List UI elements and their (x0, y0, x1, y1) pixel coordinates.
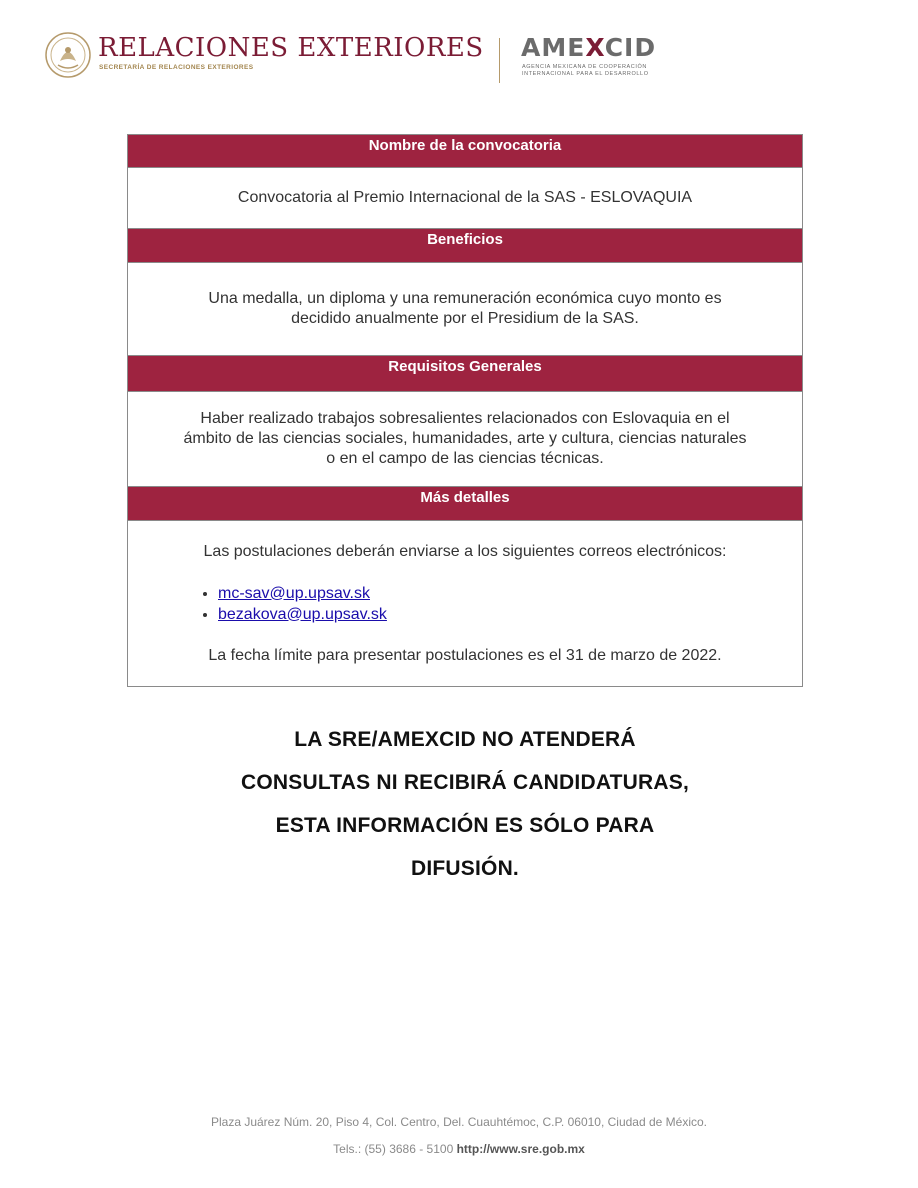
section-body (128, 521, 803, 687)
notice-line4: DIFUSIÓN. (411, 857, 519, 880)
table-row (128, 135, 803, 168)
sre-title: RELACIONES EXTERIORES (98, 33, 484, 63)
table-row (128, 392, 803, 487)
email-list (128, 583, 802, 625)
section-body (128, 168, 803, 229)
section-heading (128, 229, 803, 263)
header-divider (499, 38, 500, 83)
email-link-1[interactable]: mc-sav@up.upsav.sk (218, 584, 370, 602)
table-row (128, 263, 803, 356)
table-row (128, 356, 803, 392)
heading-requirements: Requisitos Generales (388, 358, 542, 375)
heading-name: Nombre de la convocatoria (368, 137, 562, 154)
info-table (127, 134, 803, 687)
section-heading (128, 487, 803, 521)
page-header (0, 0, 918, 100)
amexcid-title-pre: AME (521, 33, 586, 62)
body-benefits-line1: Una medalla, un diploma y una remuneración económica cuyo monto es (208, 290, 722, 307)
coat-of-arms-icon (44, 31, 92, 79)
footer-phone: Tels.: (55) 3686 - 5100 (333, 1142, 454, 1156)
deadline-text: La fecha límite para presentar postulaciones es el 31 de marzo de 2022. (208, 646, 722, 664)
amexcid-title-post: CID (604, 33, 657, 62)
list-item (218, 583, 802, 604)
amexcid-logo (521, 33, 656, 62)
notice-line1: LA SRE/AMEXCID NO ATENDERÁ (294, 728, 636, 751)
amexcid-title-x: X (585, 33, 605, 62)
table-row (128, 487, 803, 521)
body-requirements-line3: o en el campo de las ciencias técnicas. (326, 450, 604, 467)
section-body (128, 392, 803, 487)
footer-contact (0, 1142, 918, 1156)
heading-details: Más detalles (420, 489, 510, 506)
body-name: Convocatoria al Premio Internacional de la SAS - ESLOVAQUIA (237, 189, 693, 206)
details-intro: Las postulaciones deberán enviarse a los siguientes correos electrónicos: (203, 542, 727, 560)
body-requirements-line1: Haber realizado trabajos sobresalientes relacionados con Eslovaquia en el (200, 410, 730, 427)
table-row (128, 229, 803, 263)
table-row (128, 521, 803, 687)
notice-line2: CONSULTAS NI RECIBIRÁ CANDIDATURAS, (241, 771, 689, 794)
amexcid-subtitle-line1: AGENCIA MEXICANA DE COOPERACIÓN (522, 64, 647, 70)
disclaimer-notice (127, 718, 803, 890)
body-benefits-line2: decidido anualmente por el Presidium de la SAS. (291, 310, 639, 327)
section-heading (128, 356, 803, 392)
section-body (128, 263, 803, 356)
list-item (218, 604, 802, 625)
amexcid-subtitle-line2: INTERNACIONAL PARA EL DESARROLLO (522, 71, 649, 77)
sre-subtitle: SECRETARÍA DE RELACIONES EXTERIORES (99, 64, 254, 71)
footer-address: Plaza Juárez Núm. 20, Piso 4, Col. Centro, Del. Cuauhtémoc, C.P. 06010, Ciudad de México. (210, 1115, 708, 1129)
heading-benefits: Beneficios (427, 231, 503, 248)
amexcid-subtitle (522, 64, 682, 78)
table-row (128, 168, 803, 229)
email-link-2[interactable]: bezakova@up.upsav.sk (218, 605, 387, 623)
notice-line3: ESTA INFORMACIÓN ES SÓLO PARA (275, 814, 655, 837)
body-requirements-line2: ámbito de las ciencias sociales, humanidades, arte y cultura, ciencias naturales (183, 430, 747, 447)
section-heading (128, 135, 803, 168)
footer-website[interactable]: http://www.sre.gob.mx (456, 1142, 585, 1156)
